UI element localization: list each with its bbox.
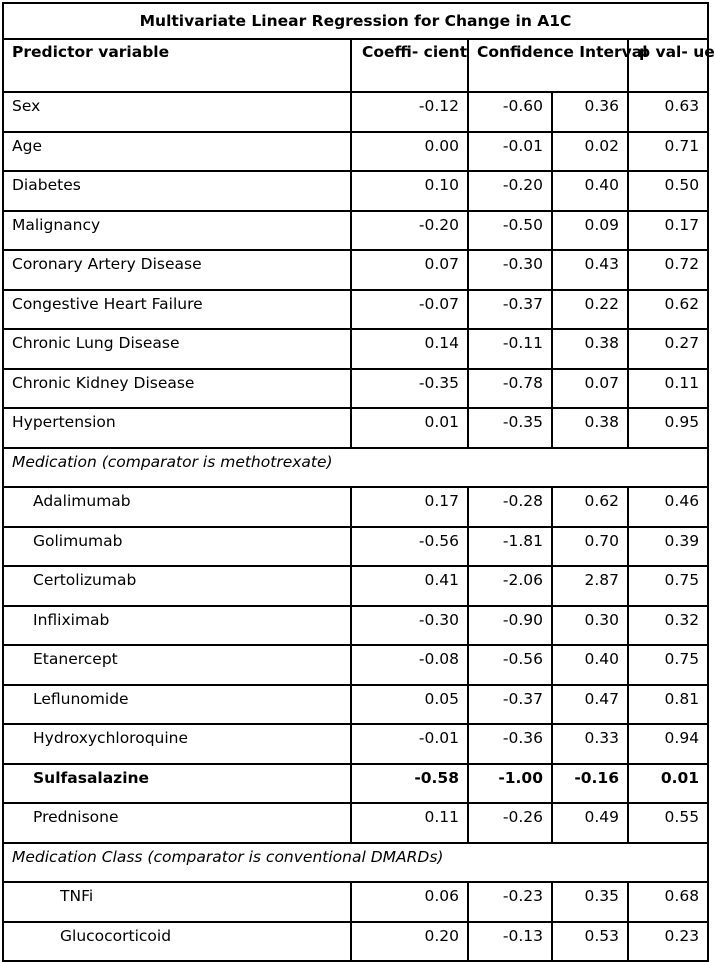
ci-lower-cell: -0.37 (468, 685, 552, 725)
section-label: Medication Class (comparator is conventional DMARDs) (3, 843, 708, 883)
p-value-cell: 0.39 (628, 527, 708, 567)
regression-table (2, 2, 715, 962)
ci-lower-cell: -1.00 (468, 764, 552, 804)
table-row (3, 685, 708, 725)
p-value-cell: 0.71 (628, 132, 708, 172)
header-predictor: Predictor variable (3, 39, 351, 92)
p-value-cell: 0.62 (628, 290, 708, 330)
p-value-cell: 0.75 (628, 645, 708, 685)
table-row (3, 606, 708, 646)
coefficient-cell: -0.56 (351, 527, 468, 567)
table-row (3, 369, 708, 409)
ci-upper-cell: -0.16 (552, 764, 628, 804)
coefficient-cell: -0.30 (351, 606, 468, 646)
predictor-cell: Hypertension (3, 408, 351, 448)
table-row (3, 92, 708, 132)
ci-upper-cell: 0.33 (552, 724, 628, 764)
header-p-value: p val- ue (628, 39, 708, 92)
ci-upper-cell: 0.22 (552, 290, 628, 330)
p-value-cell: 0.17 (628, 211, 708, 251)
predictor-cell: TNFi (3, 882, 351, 922)
coefficient-cell: 0.14 (351, 329, 468, 369)
ci-upper-cell: 0.36 (552, 92, 628, 132)
ci-upper-cell: 0.40 (552, 645, 628, 685)
predictor-cell: Infliximab (3, 606, 351, 646)
ci-lower-cell: -0.78 (468, 369, 552, 409)
ci-lower-cell: -0.11 (468, 329, 552, 369)
coefficient-cell: -0.35 (351, 369, 468, 409)
coefficient-cell: 0.06 (351, 882, 468, 922)
ci-lower-cell: -0.01 (468, 132, 552, 172)
title-row (3, 3, 708, 39)
predictor-cell: Chronic Kidney Disease (3, 369, 351, 409)
table-row (3, 764, 708, 804)
table-row (3, 132, 708, 172)
p-value-cell: 0.32 (628, 606, 708, 646)
predictor-cell: Malignancy (3, 211, 351, 251)
coefficient-cell: 0.17 (351, 487, 468, 527)
predictor-cell: Diabetes (3, 171, 351, 211)
p-value-cell: 0.95 (628, 408, 708, 448)
p-value-cell: 0.63 (628, 92, 708, 132)
p-value-cell: 0.94 (628, 724, 708, 764)
coefficient-cell: 0.11 (351, 803, 468, 843)
predictor-cell: Coronary Artery Disease (3, 250, 351, 290)
coefficient-cell: -0.07 (351, 290, 468, 330)
table-title: Multivariate Linear Regression for Change in A1C (3, 3, 708, 39)
table-row (3, 290, 708, 330)
ci-lower-cell: -1.81 (468, 527, 552, 567)
p-value-cell: 0.27 (628, 329, 708, 369)
ci-lower-cell: -0.23 (468, 882, 552, 922)
p-value-cell: 0.55 (628, 803, 708, 843)
predictor-cell: Leflunomide (3, 685, 351, 725)
ci-upper-cell: 2.87 (552, 566, 628, 606)
header-confidence-interval: Confidence Interval (468, 39, 628, 92)
p-value-cell: 0.23 (628, 922, 708, 962)
section-label: Medication (comparator is methotrexate) (3, 448, 708, 488)
predictor-cell: Chronic Lung Disease (3, 329, 351, 369)
header-row (3, 39, 708, 92)
section-header-row (3, 843, 708, 883)
ci-lower-cell: -0.26 (468, 803, 552, 843)
predictor-cell: Age (3, 132, 351, 172)
ci-upper-cell: 0.38 (552, 408, 628, 448)
p-value-cell: 0.75 (628, 566, 708, 606)
ci-upper-cell: 0.09 (552, 211, 628, 251)
predictor-cell: Golimumab (3, 527, 351, 567)
coefficient-cell: -0.12 (351, 92, 468, 132)
ci-upper-cell: 0.02 (552, 132, 628, 172)
ci-lower-cell: -0.36 (468, 724, 552, 764)
ci-upper-cell: 0.40 (552, 171, 628, 211)
table-row (3, 566, 708, 606)
ci-lower-cell: -0.37 (468, 290, 552, 330)
ci-lower-cell: -0.56 (468, 645, 552, 685)
table-row (3, 408, 708, 448)
predictor-cell: Adalimumab (3, 487, 351, 527)
coefficient-cell: -0.01 (351, 724, 468, 764)
ci-lower-cell: -0.60 (468, 92, 552, 132)
predictor-cell: Hydroxychloroquine (3, 724, 351, 764)
ci-upper-cell: 0.47 (552, 685, 628, 725)
ci-upper-cell: 0.35 (552, 882, 628, 922)
predictor-cell: Certolizumab (3, 566, 351, 606)
table-row (3, 922, 708, 962)
coefficient-cell: 0.01 (351, 408, 468, 448)
predictor-cell: Etanercept (3, 645, 351, 685)
predictor-cell: Congestive Heart Failure (3, 290, 351, 330)
ci-upper-cell: 0.62 (552, 487, 628, 527)
ci-lower-cell: -0.35 (468, 408, 552, 448)
table-row (3, 329, 708, 369)
ci-upper-cell: 0.49 (552, 803, 628, 843)
header-coefficient: Coeffi- cient (351, 39, 468, 92)
ci-lower-cell: -0.13 (468, 922, 552, 962)
table-row (3, 211, 708, 251)
ci-lower-cell: -2.06 (468, 566, 552, 606)
p-value-cell: 0.11 (628, 369, 708, 409)
table-row (3, 724, 708, 764)
coefficient-cell: 0.05 (351, 685, 468, 725)
table-body (3, 92, 708, 961)
predictor-cell: Glucocorticoid (3, 922, 351, 962)
table-row (3, 171, 708, 211)
table-row (3, 527, 708, 567)
section-header-row (3, 448, 708, 488)
coefficient-cell: 0.07 (351, 250, 468, 290)
coefficient-cell: 0.20 (351, 922, 468, 962)
predictor-cell: Sex (3, 92, 351, 132)
ci-lower-cell: -0.20 (468, 171, 552, 211)
p-value-cell: 0.01 (628, 764, 708, 804)
ci-upper-cell: 0.30 (552, 606, 628, 646)
ci-lower-cell: -0.28 (468, 487, 552, 527)
ci-lower-cell: -0.50 (468, 211, 552, 251)
coefficient-cell: 0.10 (351, 171, 468, 211)
ci-upper-cell: 0.43 (552, 250, 628, 290)
table-row (3, 882, 708, 922)
coefficient-cell: -0.58 (351, 764, 468, 804)
predictor-cell: Prednisone (3, 803, 351, 843)
table-row (3, 487, 708, 527)
coefficient-cell: 0.41 (351, 566, 468, 606)
ci-upper-cell: 0.70 (552, 527, 628, 567)
ci-lower-cell: -0.90 (468, 606, 552, 646)
table-row (3, 250, 708, 290)
coefficient-cell: 0.00 (351, 132, 468, 172)
ci-upper-cell: 0.53 (552, 922, 628, 962)
ci-upper-cell: 0.38 (552, 329, 628, 369)
p-value-cell: 0.50 (628, 171, 708, 211)
coefficient-cell: -0.20 (351, 211, 468, 251)
p-value-cell: 0.68 (628, 882, 708, 922)
p-value-cell: 0.72 (628, 250, 708, 290)
p-value-cell: 0.81 (628, 685, 708, 725)
p-value-cell: 0.46 (628, 487, 708, 527)
table-row (3, 803, 708, 843)
predictor-cell: Sulfasalazine (3, 764, 351, 804)
ci-lower-cell: -0.30 (468, 250, 552, 290)
ci-upper-cell: 0.07 (552, 369, 628, 409)
coefficient-cell: -0.08 (351, 645, 468, 685)
table-row (3, 645, 708, 685)
